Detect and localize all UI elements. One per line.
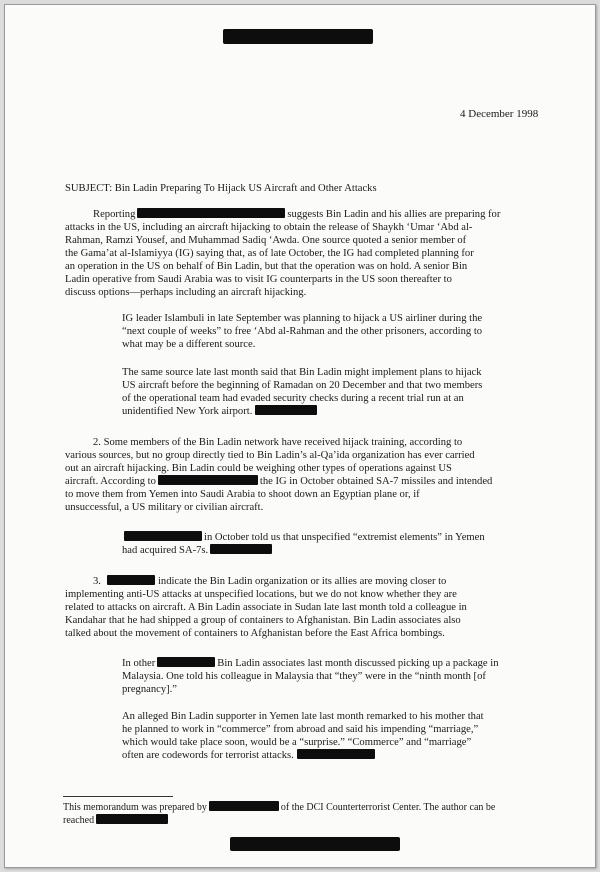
- redaction: [255, 405, 317, 415]
- footnote-rule: [63, 796, 173, 797]
- p1a-line2: “next couple of weeks” to free ‘Abd al-Rahman and the other prisoners, according to: [122, 326, 483, 337]
- p3-line2: implementing anti-US attacks at unspecified locations, but we do not know whether they are: [65, 589, 457, 600]
- p1-line1: Reporting suggests Bin Ladin and his allies are preparing for: [93, 209, 501, 220]
- redaction: [158, 475, 258, 485]
- redaction: [137, 208, 285, 218]
- p2-line1: 2. Some members of the Bin Ladin network have received hijack training, according to: [93, 437, 463, 448]
- p2-line6: unsuccessful, a US military or civilian aircraft.: [65, 502, 264, 513]
- p2-line3: out an aircraft hijacking. Bin Ladin could be weighing other types of operations against US: [65, 463, 452, 474]
- p1-line5: an operation in the US on behalf of Bin Ladin, but that the operation was on hold. A senior Bin: [65, 261, 468, 272]
- p2a-line1: in October told us that unspecified “extremist elements” in Yemen: [122, 531, 485, 544]
- p3-line4: Kandahar that he had shipped a group of containers to Afghanistan. Bin Ladin associates also: [65, 615, 461, 626]
- p3a-line3: pregnancy].”: [122, 684, 177, 695]
- p1-line3: Rahman, Ramzi Yousef, and Muhammad Sadiq ‘Awda. One source quoted a senior member of: [65, 235, 467, 246]
- redaction-classification-bottom: [230, 837, 400, 851]
- memo-page: [4, 4, 596, 868]
- p3-line5: talked about the movement of containers to Afghanistan before the East Africa bombings.: [65, 628, 445, 639]
- redaction: [107, 575, 155, 585]
- p3a-line1: In other Bin Ladin associates last month discussed picking up a package in: [122, 658, 499, 669]
- p3b-line3: which would take place soon, would be a “surprise.” “Commerce” and “marriage”: [122, 737, 472, 748]
- redaction-classification-top: [223, 29, 373, 44]
- redaction: [124, 531, 202, 541]
- p3b-line1: An alleged Bin Ladin supporter in Yemen late last month remarked to his mother that: [122, 711, 484, 722]
- p1a-line3: what may be a different source.: [122, 339, 256, 350]
- memo-date: 4 December 1998: [460, 108, 539, 120]
- redaction: [209, 801, 279, 811]
- redaction: [157, 657, 215, 667]
- redaction: [210, 544, 272, 554]
- p1b-line1: The same source late last month said that Bin Ladin might implement plans to hijack: [122, 367, 482, 378]
- p1-line7: discuss options—perhaps including an aircraft hijacking.: [65, 287, 307, 298]
- p1-line2: attacks in the US, including an aircraft hijacking to obtain the release of Shaykh ‘Umar ‘Abd al-: [65, 222, 473, 233]
- p1b-line2: US aircraft before the beginning of Ramadan on 20 December and that two members: [122, 380, 483, 391]
- redaction: [297, 749, 375, 759]
- p1b-line3: of the operational team had evaded security checks during a recent trial run at an: [122, 393, 464, 404]
- footnote-line1: This memorandum was prepared by of the DCI Counterterrorist Center. The author can be: [63, 802, 496, 813]
- footnote-line2: reached: [63, 814, 168, 827]
- p3a-line2: Malaysia. One told his colleague in Malaysia that “they” were in the “ninth month [of: [122, 671, 486, 682]
- p3-line1: 3. indicate the Bin Ladin organization or its allies are moving closer to: [93, 576, 447, 587]
- p1b-line4: unidentified New York airport.: [122, 405, 317, 418]
- p3b-line4: often are codewords for terrorist attacks.: [122, 749, 375, 762]
- redaction: [96, 814, 168, 824]
- p2-line4: aircraft. According to the IG in October obtained SA-7 missiles and intended: [65, 476, 493, 487]
- p2-line2: various sources, but no group directly tied to Bin Ladin’s al-Qa’ida organization has ever carried: [65, 450, 475, 461]
- p2-line5: to move them from Yemen into Saudi Arabia to shoot down an Egyptian plane or, if: [65, 489, 420, 500]
- memo-subject: SUBJECT: Bin Ladin Preparing To Hijack US Aircraft and Other Attacks: [65, 183, 377, 194]
- p3b-line2: he planned to work in “commerce” from abroad and said his impending “marriage,”: [122, 724, 479, 735]
- p3-line3: related to attacks on aircraft. A Bin Ladin associate in Sudan late last month told a colleague in: [65, 602, 467, 613]
- p2a-line2: had acquired SA-7s.: [122, 544, 272, 557]
- p1-line6: Ladin operative from Saudi Arabia was to visit IG counterparts in the US soon thereafter to: [65, 274, 452, 285]
- p1-line4: the Gama’at al-Islamiyya (IG) saying that, as of late October, the IG had completed planning for: [65, 248, 474, 259]
- p1a-line1: IG leader Islambuli in late September was planning to hijack a US airliner during the: [122, 313, 483, 324]
